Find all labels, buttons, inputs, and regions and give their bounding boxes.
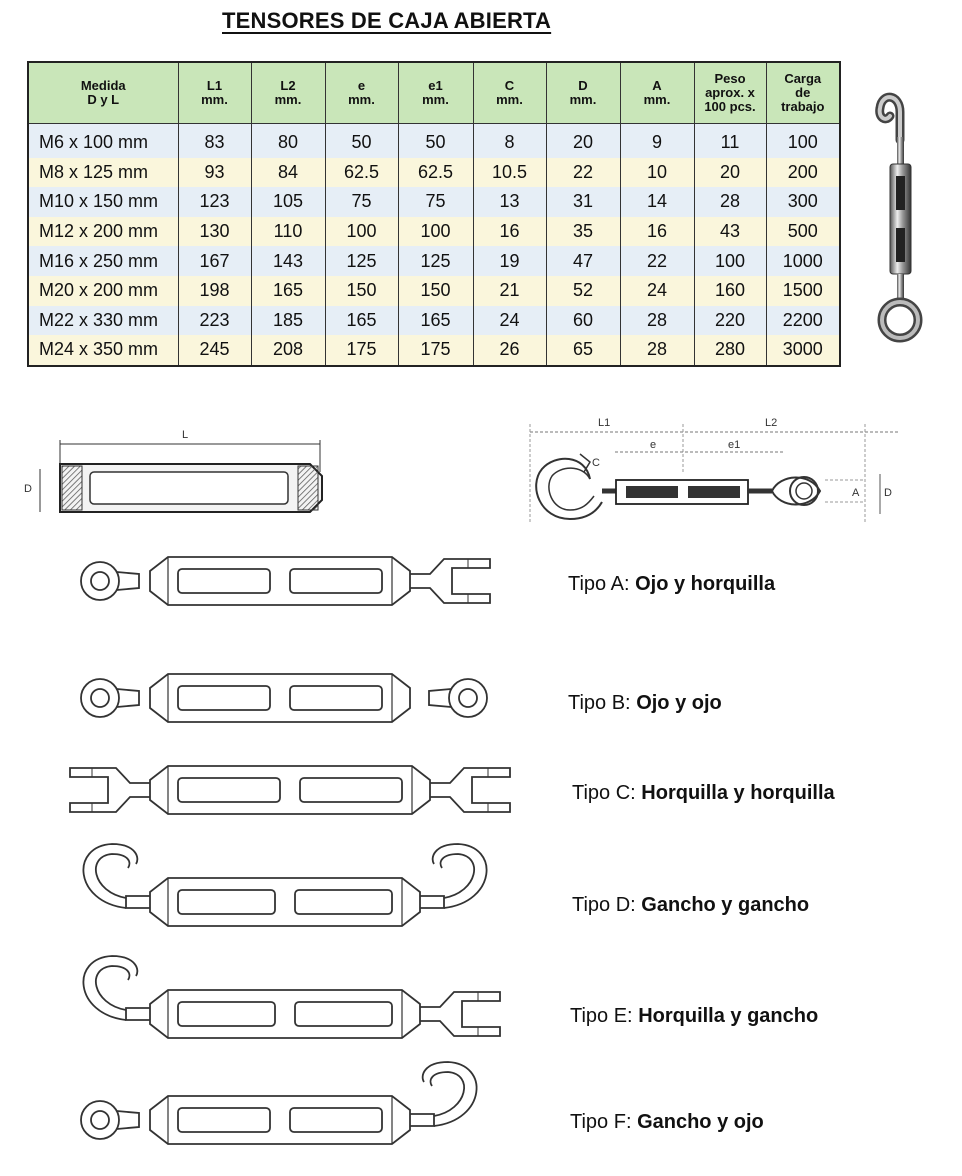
label-e: e <box>650 439 657 451</box>
table-cell: 10.5 <box>473 158 546 188</box>
table-cell: 62.5 <box>325 158 398 188</box>
type-b-label: Tipo B: Ojo y ojo <box>568 692 722 714</box>
table-cell: 100 <box>694 246 766 276</box>
turnbuckle-type-a-icon <box>81 557 490 605</box>
page-title: TENSORES DE CAJA ABIERTA <box>222 8 552 33</box>
header-l2: L2 mm. <box>251 62 325 124</box>
table-cell: 28 <box>694 187 766 217</box>
label-c: C <box>592 457 600 469</box>
table-cell: 21 <box>473 276 546 306</box>
table-cell: 123 <box>178 187 251 217</box>
table-cell: 1000 <box>766 246 840 276</box>
table-cell: 165 <box>251 276 325 306</box>
table-cell: 50 <box>398 124 473 158</box>
table-cell: 165 <box>325 306 398 336</box>
table-cell: 24 <box>620 276 694 306</box>
table-cell: 62.5 <box>398 158 473 188</box>
turnbuckle-dimension-drawing-icon <box>520 414 915 534</box>
table-cell: 16 <box>473 217 546 247</box>
table-cell: M12 x 200 mm <box>28 217 178 247</box>
table-cell: 208 <box>251 335 325 366</box>
table-cell: 300 <box>766 187 840 217</box>
table-cell: 28 <box>620 335 694 366</box>
header-e: e mm. <box>325 62 398 124</box>
type-c-label: Tipo C: Horquilla y horquilla <box>572 782 835 804</box>
type-d-label: Tipo D: Gancho y gancho <box>572 894 810 916</box>
turnbuckle-type-e-icon <box>83 956 500 1038</box>
table-cell: 160 <box>694 276 766 306</box>
table-cell: 10 <box>620 158 694 188</box>
table-cell: 11 <box>694 124 766 158</box>
table-cell: 28 <box>620 306 694 336</box>
label-l2: L2 <box>765 417 778 429</box>
table-cell: 245 <box>178 335 251 366</box>
table-cell: 93 <box>178 158 251 188</box>
turnbuckle-types-drawings <box>0 540 560 1160</box>
table-cell: M24 x 350 mm <box>28 335 178 366</box>
type-a-label: Tipo A: Ojo y horquilla <box>568 573 776 595</box>
table-cell: 65 <box>546 335 620 366</box>
table-cell: 100 <box>325 217 398 247</box>
turnbuckle-type-f-icon <box>81 1062 477 1144</box>
table-cell: 50 <box>325 124 398 158</box>
label-e1: e1 <box>728 439 741 451</box>
table-cell: 105 <box>251 187 325 217</box>
table-row <box>28 124 840 158</box>
table-cell: 185 <box>251 306 325 336</box>
table-cell: 9 <box>620 124 694 158</box>
turnbuckle-photo-icon <box>868 82 938 352</box>
table-row <box>28 217 840 247</box>
table-cell: M8 x 125 mm <box>28 158 178 188</box>
header-l1: L1 mm. <box>178 62 251 124</box>
table-cell: 2200 <box>766 306 840 336</box>
table-cell: 200 <box>766 158 840 188</box>
table-cell: 83 <box>178 124 251 158</box>
header-e1: e1 mm. <box>398 62 473 124</box>
table-row <box>28 306 840 336</box>
table-row <box>28 246 840 276</box>
label-l: L <box>182 429 189 441</box>
spec-table <box>27 61 841 367</box>
header-peso: Peso aprox. x 100 pcs. <box>694 62 766 124</box>
label-d: D <box>24 483 32 495</box>
table-cell: M22 x 330 mm <box>28 306 178 336</box>
turnbuckle-type-b-icon <box>81 674 487 722</box>
turnbuckle-type-c-icon <box>70 766 510 814</box>
table-cell: 125 <box>325 246 398 276</box>
header-a: A mm. <box>620 62 694 124</box>
header-carga: Carga de trabajo <box>766 62 840 124</box>
table-cell: 130 <box>178 217 251 247</box>
table-cell: 20 <box>694 158 766 188</box>
table-cell: 13 <box>473 187 546 217</box>
table-cell: 84 <box>251 158 325 188</box>
table-row <box>28 158 840 188</box>
type-e-label: Tipo E: Horquilla y gancho <box>570 1005 819 1027</box>
table-row <box>28 276 840 306</box>
label-a: A <box>852 487 860 499</box>
label-l1: L1 <box>598 417 611 429</box>
table-cell: 100 <box>398 217 473 247</box>
table-cell: 43 <box>694 217 766 247</box>
table-cell: 35 <box>546 217 620 247</box>
table-cell: 1500 <box>766 276 840 306</box>
table-cell: 220 <box>694 306 766 336</box>
table-cell: M10 x 150 mm <box>28 187 178 217</box>
turnbuckle-body-section-icon <box>20 424 340 524</box>
table-cell: 24 <box>473 306 546 336</box>
table-cell: 100 <box>766 124 840 158</box>
table-cell: 143 <box>251 246 325 276</box>
table-cell: 280 <box>694 335 766 366</box>
table-cell: 75 <box>325 187 398 217</box>
table-cell: 26 <box>473 335 546 366</box>
header-c: C mm. <box>473 62 546 124</box>
header-medida: Medida D y L <box>28 62 178 124</box>
table-cell: 125 <box>398 246 473 276</box>
table-cell: 167 <box>178 246 251 276</box>
table-cell: 22 <box>546 158 620 188</box>
table-cell: 175 <box>325 335 398 366</box>
table-cell: 110 <box>251 217 325 247</box>
table-cell: 60 <box>546 306 620 336</box>
table-cell: 198 <box>178 276 251 306</box>
table-cell: 14 <box>620 187 694 217</box>
turnbuckle-type-d-icon <box>83 844 486 926</box>
table-cell: 20 <box>546 124 620 158</box>
table-cell: 223 <box>178 306 251 336</box>
table-cell: 31 <box>546 187 620 217</box>
table-cell: 3000 <box>766 335 840 366</box>
table-header-row <box>28 62 840 124</box>
table-cell: 175 <box>398 335 473 366</box>
label-d-dim: D <box>884 487 892 499</box>
table-cell: 16 <box>620 217 694 247</box>
table-cell: 8 <box>473 124 546 158</box>
table-row <box>28 335 840 366</box>
type-f-label: Tipo F: Gancho y ojo <box>570 1111 764 1133</box>
table-cell: 80 <box>251 124 325 158</box>
table-cell: 165 <box>398 306 473 336</box>
table-cell: 500 <box>766 217 840 247</box>
table-cell: 47 <box>546 246 620 276</box>
table-cell: 52 <box>546 276 620 306</box>
table-cell: 150 <box>398 276 473 306</box>
table-cell: M16 x 250 mm <box>28 246 178 276</box>
table-cell: M20 x 200 mm <box>28 276 178 306</box>
table-cell: 19 <box>473 246 546 276</box>
table-cell: 150 <box>325 276 398 306</box>
table-cell: M6 x 100 mm <box>28 124 178 158</box>
table-cell: 22 <box>620 246 694 276</box>
table-row <box>28 187 840 217</box>
header-d: D mm. <box>546 62 620 124</box>
table-cell: 75 <box>398 187 473 217</box>
